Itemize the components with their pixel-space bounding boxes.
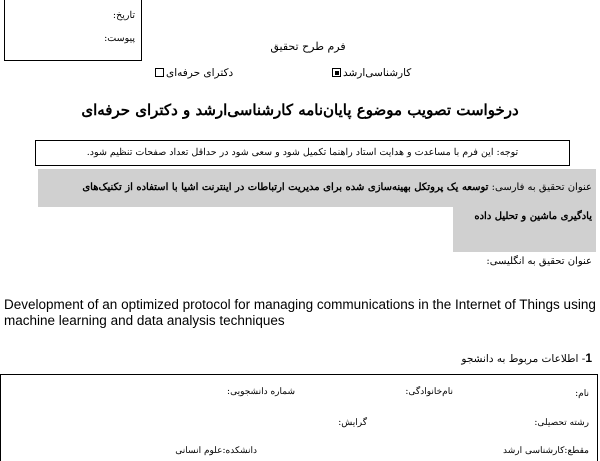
student-info-table [0, 374, 598, 461]
level-label: مقطع:کارشناسی ارشد [503, 446, 589, 456]
english-title: Development of an optimized protocol for managing communications in the Internet of Things using machine learning and data analysis techniques [4, 297, 596, 328]
persian-title-label: عنوان تحقیق به فارسی: [491, 182, 592, 193]
instruction-note: توجه: این فرم با مساعدت و هدایت استاد راهنما تکمیل شود و سعی شود در حداقل تعداد صفحات تنظیم شود. [35, 140, 570, 166]
field-label: رشته تحصیلی: [534, 418, 589, 428]
section-1-title: - اطلاعات مربوط به دانشجو [461, 353, 586, 365]
section-1-heading [461, 351, 592, 365]
degree-masters-label: کارشناسی‌ارشد [343, 67, 412, 79]
page-title: درخواست تصویب موضوع پایان‌نامه کارشناسی‌ارشد و دکترای حرفه‌ای [81, 101, 519, 119]
persian-title-text-1: توسعه یک پروتکل بهینه‌سازی شده برای مدیریت ارتباطات در اینترنت اشیا با استفاده از تکنیک‌های [82, 182, 489, 193]
masters-checkbox[interactable] [332, 68, 341, 77]
specialization-label: گرایش: [338, 418, 367, 428]
attachment-label: پیوست: [104, 33, 135, 44]
family-name-label: نام‌خانوادگی: [405, 387, 453, 397]
degree-option-professional-doctorate[interactable] [153, 67, 233, 79]
section-1-number: 1 [585, 351, 592, 365]
faculty-label: دانشکده:علوم انسانی [175, 446, 257, 456]
doctorate-checkbox[interactable] [155, 68, 164, 77]
degree-doctorate-label: دکترای حرفه‌ای [166, 67, 234, 79]
date-label: تاریخ: [112, 10, 135, 21]
english-title-label: عنوان تحقیق به انگلیسی: [486, 256, 592, 267]
student-number-label: شماره دانشجویی: [227, 387, 295, 397]
degree-option-masters[interactable] [330, 67, 411, 79]
date-attachment-box [4, 0, 142, 61]
form-name: فرم طرح تحقیق [270, 40, 346, 53]
persian-title-line2: یادگیری ماشین و تحلیل داده [474, 211, 592, 222]
name-label: نام: [575, 389, 589, 399]
persian-title-line1 [82, 182, 592, 193]
